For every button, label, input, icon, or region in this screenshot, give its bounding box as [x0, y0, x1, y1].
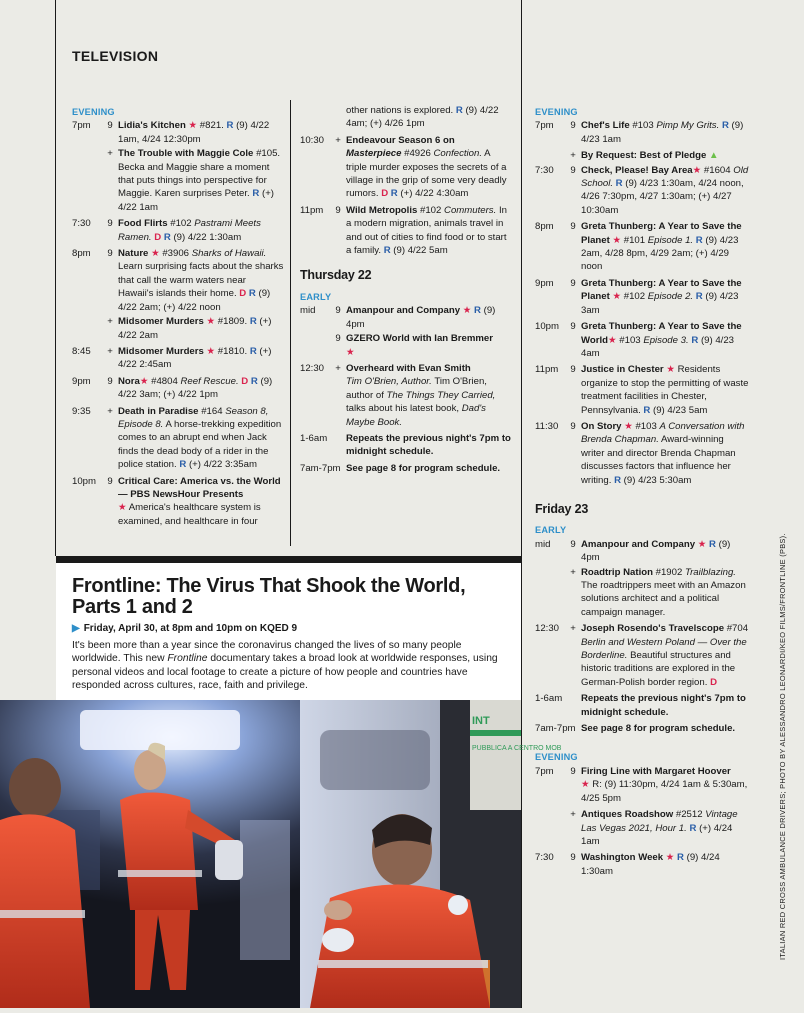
listing-entry — [535, 566, 749, 620]
episode-title: Vintage Las Vegas 2021, Hour 1. — [581, 809, 738, 834]
program-title: Wild Metropolis — [346, 204, 418, 216]
listing-time: 8:45 — [72, 345, 91, 357]
rerun-times: (9) 4/23 1am — [581, 120, 744, 145]
descriptive-video-icon: D — [239, 288, 247, 300]
program-title: Repeats the previous night's 7pm to midnight schedule. — [346, 432, 511, 458]
listing-time: 9:35 — [72, 405, 91, 417]
listing-channel: + — [570, 150, 576, 162]
listing-entry — [535, 363, 749, 417]
rerun-times: (+) 4/22 2:45am — [118, 345, 272, 371]
program-description: America's healthcare system is examined, and healthcare in four — [118, 502, 261, 527]
listing-channel: + — [107, 405, 113, 417]
program-title: Critical Care: America vs. the World — PBS NewsHour Presents — [118, 475, 281, 500]
listing-channel: + — [335, 134, 341, 146]
listing-time: 7pm — [72, 120, 91, 132]
episode-number: #102 — [170, 218, 195, 230]
star-icon: ★ — [188, 120, 198, 132]
listing-entry — [535, 765, 749, 805]
episode-title: Old School. — [581, 164, 749, 190]
listing-channel: 9 — [570, 852, 576, 864]
listing-time — [535, 566, 565, 620]
program-title: Overheard with Evan Smith — [346, 362, 471, 374]
feature-title: Frontline: The Virus That Shook the World, Parts 1 and 2 — [72, 575, 466, 618]
rerun-times: (9) 4/23 1:30am, 4/24 noon, 4/26 7:30pm, 4/27 1:30am; (+) 4/27 10:30am — [581, 178, 744, 216]
listing-time: 10pm — [535, 321, 559, 333]
descriptive-video-icon: D — [154, 231, 162, 243]
listing-entry — [300, 134, 512, 201]
van-label: PUBBLICA A CENTRO MOB — [472, 745, 562, 752]
listing-entry — [300, 362, 512, 429]
listing-entry — [535, 808, 749, 848]
listing-time: 7am-7pm — [535, 723, 576, 735]
feature-airtime-text: Friday, April 30, at 8pm and 10pm on KQED 9 — [83, 623, 298, 634]
schedule-column-1 — [72, 104, 284, 528]
listing-entry — [300, 304, 512, 331]
listing-channel: 9 — [570, 765, 576, 777]
listing-entry — [72, 475, 284, 529]
rerun-times: (9) 4/22 5am — [393, 245, 448, 257]
rerun-times: (9) 4pm — [346, 305, 496, 330]
listing-time: 9pm — [535, 277, 554, 289]
rerun-icon: R — [252, 188, 260, 200]
program-title: Endeavour Season 6 on — [346, 134, 455, 146]
program-description: A triple murder exposes the secrets of a village in the grip of some very deadly rumors. — [346, 148, 507, 200]
episode-title: Sharks of Hawaii. — [191, 248, 267, 260]
listing-channel: + — [570, 623, 576, 635]
program-title: Check, Please! Bay Area — [581, 164, 693, 176]
listing-channel: 9 — [570, 277, 576, 289]
listing-time: 1-6am — [535, 693, 563, 705]
listing-time: mid — [535, 538, 551, 550]
program-title: Joseph Rosendo's Travelscope — [581, 623, 725, 635]
program-title: Greta Thunberg: A Year to Save the World — [581, 321, 742, 346]
listing-entry — [300, 104, 512, 131]
listing-entry — [300, 332, 512, 359]
listing-time: 12:30 — [300, 362, 325, 374]
rerun-times: (9) 4/23 3am — [581, 291, 739, 316]
star-icon: ★ — [462, 305, 472, 317]
program-title: Midsomer Murders — [118, 316, 204, 328]
listing-entry — [535, 420, 749, 487]
listing-time: 7pm — [535, 120, 554, 132]
program-title: On Story — [581, 420, 622, 432]
program-title: Antiques Roadshow — [581, 809, 674, 821]
episode-title-2: — Over the Borderline. — [581, 636, 747, 662]
star-icon: ★ — [612, 234, 622, 246]
listing-entry — [535, 538, 749, 565]
listing-time — [535, 149, 565, 162]
program-title: See page 8 for program schedule. — [346, 462, 501, 474]
rerun-icon: R — [248, 288, 256, 300]
rerun-icon: R — [721, 120, 729, 132]
star-icon: ★ — [581, 779, 590, 791]
program-title: See page 8 for program schedule. — [581, 723, 736, 735]
rerun-icon: R — [709, 538, 716, 550]
program-title: Washington Week — [581, 852, 664, 864]
listing-entry — [72, 375, 284, 402]
listing-time — [72, 315, 102, 342]
listing-entry — [535, 722, 749, 735]
episode-number: #704 — [726, 623, 749, 635]
episode-number: #1809. — [215, 316, 250, 328]
listing-entry — [72, 315, 284, 342]
schedule-column-3 — [535, 104, 749, 878]
evening-label: EVENING — [535, 107, 578, 117]
listing-channel: + — [335, 362, 341, 374]
listing-channel: 9 — [335, 204, 341, 216]
listing-channel: + — [570, 566, 576, 578]
rerun-icon: R — [615, 178, 623, 190]
program-title: Nora — [118, 375, 140, 387]
book-title: The Things They Carried, — [386, 389, 496, 401]
listing-channel: 9 — [107, 475, 113, 487]
episode-number: #1902 — [652, 566, 685, 578]
rerun-times: R: (9) 11:30pm, 4/24 1am & 5:30am, 4/25 5pm — [581, 779, 748, 804]
listing-channel: 9 — [107, 375, 113, 387]
listing-channel: 9 — [570, 164, 576, 176]
listing-time: 7am-7pm — [300, 462, 341, 474]
listing-time: 7:30 — [535, 164, 554, 176]
feature-body-show: Frontline — [167, 653, 208, 665]
program-description: Beautiful structures and historic traditions are explored in the German-Polish border region. — [581, 650, 736, 688]
rerun-times: (9) 4/23 2am, 4/28 8pm, 4/29 2am; (+) 4/29 noon — [581, 234, 739, 273]
evening-label: EVENING — [72, 107, 115, 117]
program-description: The roadtrippers meet with an Amazon solutions architect and a political campaign manager. — [581, 580, 746, 618]
listing-entry — [72, 119, 284, 146]
program-title: Midsomer Murders — [118, 345, 204, 357]
rerun-icon: R — [249, 316, 257, 328]
listing-channel: 9 — [335, 305, 341, 317]
listing-entry — [72, 147, 284, 214]
listing-entry — [72, 247, 284, 314]
listing-time: 10pm — [72, 475, 96, 487]
rerun-icon: R — [643, 404, 651, 416]
listing-channel: 9 — [570, 321, 576, 333]
listing-time — [535, 808, 565, 848]
listing-entry — [72, 405, 284, 472]
program-title: Greta Thunberg: A Year to Save the Planet — [581, 277, 742, 303]
descriptive-video-icon: D — [710, 676, 717, 688]
program-title: Lidia's Kitchen — [118, 120, 186, 132]
episode-number: #103 — [632, 120, 657, 132]
rerun-times: (9) 4/23 4am — [581, 334, 735, 359]
schedule-column-2 — [300, 104, 512, 475]
program-title: Firing Line with Margaret Hoover — [581, 765, 731, 777]
listing-entry — [535, 149, 749, 162]
listing-time: 9pm — [72, 375, 91, 387]
rerun-times: (9) 4/22 2am; (+) 4/22 noon — [118, 288, 271, 313]
episode-number: #101 — [621, 234, 648, 246]
listing-time — [300, 332, 330, 359]
rerun-icon: R — [614, 474, 621, 486]
episode-title: Reef Rescue. — [180, 375, 239, 387]
rerun-times: (9) 4pm — [581, 538, 731, 564]
program-title: GZERO World with Ian Bremmer — [346, 333, 493, 345]
early-label: EARLY — [300, 291, 332, 302]
rerun-icon: R — [179, 459, 187, 471]
star-icon: ★ — [608, 334, 617, 346]
rerun-icon: R — [689, 822, 697, 834]
rerun-icon: R — [163, 231, 171, 243]
program-title: Chef's Life — [581, 120, 630, 132]
feature-body-2: documentary takes a broad look at worldwide responses, using personal videos and local footage to create a picture of how people and countries have responded across cultures, race, faith and privilege. — [72, 653, 498, 692]
episode-title: Season 8, Episode 8. — [118, 405, 269, 430]
episode-title: Tim O'Brien, Author. — [346, 376, 432, 388]
feature-airtime — [72, 623, 505, 634]
program-title: Amanpour and Company — [346, 305, 461, 317]
listing-channel: + — [107, 148, 113, 160]
listing-entry — [72, 217, 284, 244]
listing-time: 1-6am — [300, 432, 328, 444]
rerun-icon: R — [383, 245, 391, 257]
program-title: Repeats the previous night's 7pm to midnight schedule. — [581, 693, 746, 718]
descriptive-video-icon: D — [381, 188, 389, 200]
listing-entry — [535, 119, 749, 146]
program-title-series: Masterpiece — [346, 148, 402, 160]
star-icon: ★ — [151, 248, 160, 260]
program-title: By Request: Best of Pledge — [581, 150, 707, 162]
episode-title: Pastrami Meets Ramen. — [118, 218, 261, 243]
listing-channel: + — [570, 809, 576, 821]
listing-entry — [535, 320, 749, 360]
star-icon: ★ — [697, 538, 707, 550]
rerun-times: (9) 4/23 5am — [653, 404, 708, 416]
day-heading: Friday 23 — [535, 501, 589, 516]
rerun-times: (+) 4/22 1am — [118, 188, 274, 213]
rerun-icon: R — [474, 305, 481, 317]
program-description: Award-winning writer and director Brenda Chapman discusses factors that influence her writing. — [581, 434, 736, 486]
listing-channel: 9 — [570, 538, 576, 550]
program-title: Justice in Chester — [581, 364, 664, 376]
early-label: EARLY — [535, 525, 567, 536]
listing-entry — [300, 204, 512, 258]
episode-number: #1604 — [703, 164, 734, 176]
listing-entry — [300, 432, 512, 459]
episode-number: #103 — [632, 420, 660, 432]
episode-number: #2512 — [673, 809, 706, 821]
program-description: other nations is explored. — [346, 105, 454, 116]
rerun-icon: R — [695, 291, 703, 303]
episode-number: #102 — [420, 204, 445, 216]
listing-channel: 9 — [107, 248, 113, 260]
rerun-times: (9) 4/22 4am; (+) 4/26 1pm — [346, 105, 499, 130]
listing-time: 8pm — [72, 248, 91, 260]
program-description-2: talks about his latest book, — [346, 403, 460, 415]
rerun-icon: R — [677, 852, 684, 864]
listing-channel: + — [107, 316, 113, 328]
descriptive-video-icon: D — [241, 375, 249, 387]
book-title-2: Dad's Maybe Book. — [346, 403, 486, 428]
rerun-times: (9) 4/23 5:30am — [623, 474, 692, 486]
pledge-icon: ▲ — [708, 150, 719, 162]
program-description: #105. Becka and Maggie share a moment that puts things into perspective for Maggie. Karen surprises Peter. — [118, 148, 281, 200]
listing-time: 11pm — [535, 364, 559, 376]
episode-number: #103 — [616, 334, 644, 346]
star-icon: ★ — [346, 346, 355, 358]
listing-entry — [535, 220, 749, 274]
episode-number: #164 — [201, 405, 226, 417]
listing-time — [72, 147, 102, 214]
rerun-times: (+) 4/22 2am — [118, 316, 272, 341]
van-label-top: INT — [472, 715, 490, 727]
episode-number: #4804 — [148, 375, 181, 387]
feature-body — [72, 639, 505, 693]
episode-title: Episode 2. — [647, 291, 694, 303]
program-title: The Trouble with Maggie Cole — [118, 148, 254, 160]
listing-entry — [535, 164, 749, 218]
star-icon: ★ — [666, 364, 675, 376]
feature-body-1: It's been more than a year since the coronavirus changed the lives of so many people worldwide. This new — [72, 640, 462, 665]
listing-entry — [535, 692, 749, 719]
episode-title: Confection. — [433, 148, 483, 160]
listing-entry — [535, 622, 749, 689]
listing-entry — [535, 851, 749, 878]
listing-time: 8pm — [535, 221, 554, 233]
program-description: Tim O'Brien, author of — [346, 376, 487, 401]
star-icon: ★ — [624, 420, 633, 432]
listing-time: 7:30 — [72, 218, 91, 230]
star-icon: ★ — [665, 852, 675, 864]
star-icon: ★ — [118, 502, 127, 514]
listing-entry — [72, 345, 284, 372]
star-icon: ★ — [206, 345, 216, 357]
rerun-times: (9) 4/22 3am; (+) 4/22 1pm — [118, 375, 273, 401]
day-heading: Thursday 22 — [300, 268, 372, 283]
play-triangle-icon: ▶ — [72, 623, 80, 634]
listing-channel: 9 — [107, 120, 113, 132]
rerun-icon: R — [390, 188, 398, 200]
episode-title: Berlin and Western Poland — [581, 636, 695, 648]
episode-title: Episode 1. — [647, 234, 694, 246]
episode-title: A Conversation with Brenda Chapman. — [581, 420, 745, 446]
episode-title: Trailblazing. — [684, 566, 736, 578]
rerun-icon: R — [249, 345, 257, 357]
rerun-times: (9) 4/22 1am, 4/24 12:30pm — [118, 120, 270, 145]
listing-channel: 9 — [570, 420, 576, 432]
listing-time: 7:30 — [535, 852, 554, 864]
program-description: Learn surprising facts about the sharks that call the warm waters near Hawaii's islands their home. — [118, 261, 284, 300]
evening-label: EVENING — [535, 752, 578, 763]
program-title: Greta Thunberg: A Year to Save the Planet — [581, 221, 742, 246]
program-title: Roadtrip Nation — [581, 566, 653, 578]
rerun-icon: R — [455, 105, 463, 116]
episode-title: Commuters. — [444, 204, 497, 216]
rerun-icon: R — [691, 334, 699, 346]
section-title: TELEVISION — [72, 48, 159, 64]
episode-number: #4926 — [401, 148, 434, 160]
listing-entry — [300, 462, 512, 475]
rerun-times: (+) 4/22 3:35am — [188, 459, 257, 471]
rerun-icon: R — [250, 375, 258, 387]
listing-entry — [535, 277, 749, 317]
listing-channel — [330, 104, 346, 131]
rerun-icon: R — [695, 234, 703, 246]
listing-time: 12:30 — [535, 623, 560, 635]
program-description: A horse-trekking expedition comes to an abrupt end when Jack finds the dead body of a rider in the police station. — [118, 418, 282, 471]
program-description: In a modern migration, animals travel in and out of cities to find food or to start a family. — [346, 204, 507, 257]
rerun-times: (+) 4/24 1am — [581, 822, 733, 847]
star-icon: ★ — [612, 291, 622, 303]
listing-time: 7pm — [535, 765, 554, 777]
program-title: Death in Paradise — [118, 405, 199, 417]
listing-channel: 9 — [107, 218, 113, 230]
episode-number: #102 — [621, 291, 648, 303]
episode-title: Pimp My Grits. — [656, 120, 720, 132]
episode-number: #1810. — [215, 345, 250, 357]
star-icon: ★ — [206, 316, 216, 328]
rerun-times: (9) 4/24 1:30am — [581, 852, 720, 877]
episode-number: #821. — [197, 120, 227, 132]
rerun-times: (+) 4/22 4:30am — [400, 188, 469, 200]
program-title: Amanpour and Company — [581, 538, 696, 550]
listing-channel: 9 — [335, 333, 341, 345]
photo-credit: ITALIAN RED CROSS AMBULANCE DRIVERS; PHOTO BY ALESSANDRO LEONARDI/KEO FILMS/FRONTLINE (PBS). — [778, 533, 787, 960]
rerun-times: (9) 4/22 1:30am — [173, 231, 242, 243]
rerun-icon: R — [226, 120, 234, 132]
star-icon: ★ — [692, 164, 702, 176]
listing-time: mid — [300, 305, 316, 317]
listing-time — [300, 104, 330, 131]
program-description: Residents organize to stop the permitting of waste treatment facilities in Chester, Pennsylvania. — [581, 364, 749, 416]
listing-time: 10:30 — [300, 134, 325, 146]
star-icon: ★ — [139, 375, 149, 387]
listing-channel: 9 — [570, 221, 576, 233]
listing-time: 11:30 — [535, 420, 559, 432]
listing-channel: 9 — [570, 120, 576, 132]
program-title: Food Flirts — [118, 218, 168, 230]
listing-time: 11pm — [300, 204, 324, 216]
feature-box — [56, 556, 521, 700]
listing-channel: + — [107, 345, 113, 357]
episode-number: #3906 — [159, 248, 192, 260]
episode-title: Episode 3. — [643, 334, 689, 346]
program-title: Nature — [118, 248, 149, 260]
listing-channel: 9 — [570, 364, 576, 376]
